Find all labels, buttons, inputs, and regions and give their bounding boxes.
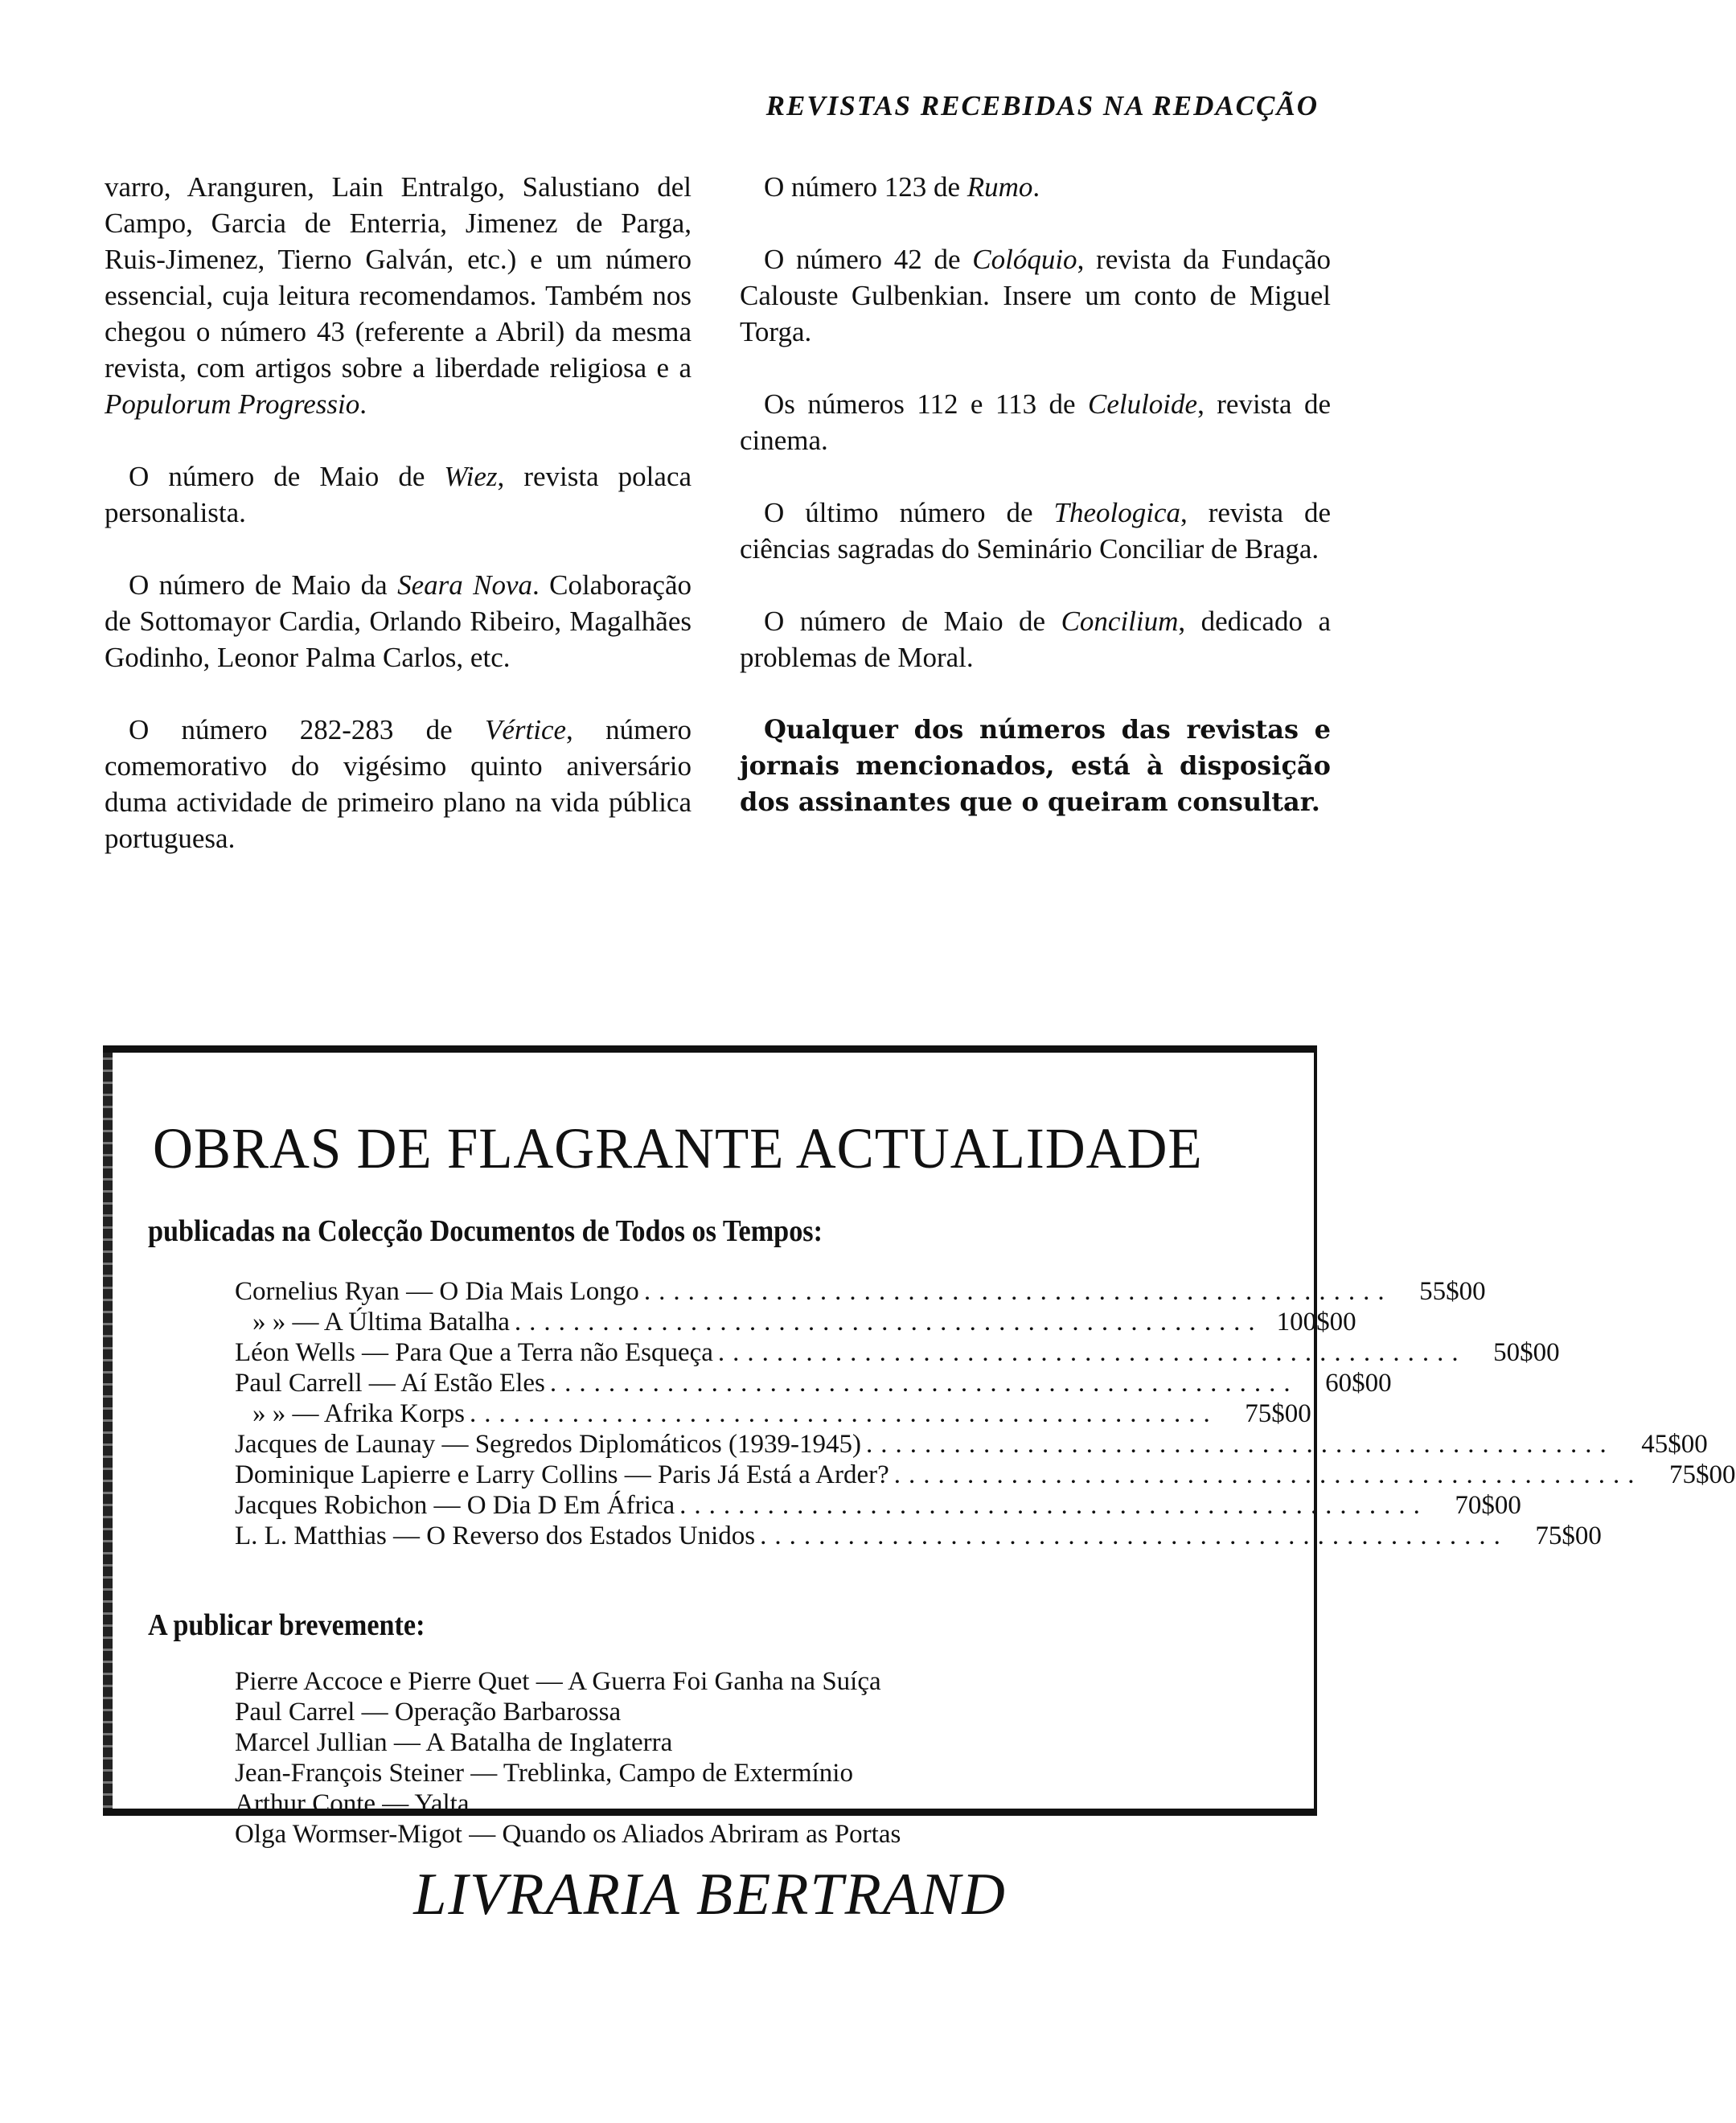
- paragraph: O número de Maio de Concilium, dedicado a problemas de Moral.: [740, 606, 1331, 673]
- book-price: 75$00: [1535, 1521, 1602, 1550]
- paragraph: O número 282-283 de Vértice, número comemorativo do vigésimo quinto aniversário duma actividade de primeiro plano na vida pública portuguesa.: [105, 714, 692, 854]
- paragraph: O número 123 de Rumo.: [764, 171, 1040, 203]
- book-title: Jacques Robichon — O Dia D Em África: [235, 1491, 675, 1520]
- book-title: Dominique Lapierre e Larry Collins — Paris Já Está a Arder?: [235, 1460, 889, 1489]
- leader-dots: ...................................................: [893, 1460, 1643, 1489]
- left-column: [105, 169, 692, 893]
- book-title: Jacques de Launay — Segredos Diplomáticos (1939-1945): [235, 1430, 861, 1459]
- book-title: Cornelius Ryan — O Dia Mais Longo: [235, 1277, 639, 1306]
- upcoming-list: [235, 1666, 901, 1850]
- availability-notice: Qualquer dos números das revistas e jornais mencionados, está à disposição dos assinantes que o queiram consultar.: [740, 714, 1331, 817]
- list-item: Jean-François Steiner — Treblinka, Campo de Extermínio: [235, 1759, 853, 1788]
- paragraph: O número de Maio da Seara Nova. Colaboração de Sottomayor Cardia, Orlando Ribeiro, Magalhães Godinho, Leonor Palma Carlos, etc.: [105, 569, 692, 673]
- leader-dots: ...................................................: [469, 1399, 1218, 1428]
- list-item: Paul Carrel — Operação Barbarossa: [235, 1698, 622, 1727]
- list-item: [235, 1460, 1736, 1490]
- paragraph: varro, Aranguren, Lain Entralgo, Salustiano del Campo, Garcia de Enterria, Jimenez de Parga, Ruis-Jimenez, Tierno Galván, etc.) e um número essencial, cuja leitura recomendamos. Também nos chegou o número 43 (referente a Abril) da mesma revista, com artigos sobre a liberdade religiosa e a Populorum Progressio.: [105, 171, 692, 420]
- book-price: 100$00: [1276, 1308, 1356, 1337]
- decorative-border: [103, 1053, 113, 1809]
- book-title: L. L. Matthias — O Reverso dos Estados Unidos: [235, 1521, 756, 1550]
- list-item: [235, 1521, 1602, 1551]
- list-item: [235, 1429, 1708, 1460]
- book-price: 75$00: [1669, 1460, 1736, 1489]
- list-item: Olga Wormser-Migot — Quando os Aliados Abriram as Portas: [235, 1820, 901, 1849]
- book-price: 45$00: [1641, 1430, 1708, 1459]
- paragraph: O número 42 de Colóquio, revista da Fundação Calouste Gulbenkian. Insere um conto de Miguel Torga.: [740, 244, 1331, 347]
- leader-dots: ...................................................: [549, 1369, 1299, 1398]
- paragraph: O último número de Theologica, revista de ciências sagradas do Seminário Conciliar de Braga.: [740, 497, 1331, 565]
- list-item: [235, 1276, 1486, 1307]
- leader-dots: ...................................................: [679, 1491, 1428, 1520]
- list-item: [235, 1490, 1521, 1521]
- book-price: 75$00: [1245, 1399, 1311, 1428]
- running-head: REVISTAS RECEBIDAS NA REDACÇÃO: [765, 90, 1319, 121]
- list-item: Arthur Conte — Yalta: [235, 1789, 470, 1818]
- book-title: Paul Carrell — Aí Estão Eles: [235, 1369, 545, 1398]
- list-item: [235, 1398, 1311, 1429]
- leader-dots: ...................................................: [643, 1277, 1393, 1306]
- right-column: [740, 169, 1331, 856]
- paragraph: Os números 112 e 113 de Celuloide, revista de cinema.: [740, 388, 1332, 456]
- list-item: Pierre Accoce e Pierre Quet — A Guerra Foi Ganha na Suíça: [235, 1667, 881, 1696]
- book-price: 70$00: [1455, 1491, 1521, 1520]
- book-price: 50$00: [1493, 1338, 1560, 1367]
- list-item: [235, 1307, 1356, 1337]
- publisher-brand: LIVRARIA BERTRAND: [413, 1862, 1007, 1928]
- book-price: 55$00: [1419, 1277, 1486, 1306]
- list-item: [235, 1337, 1560, 1368]
- ad-title: OBRAS DE FLAGRANTE ACTUALIDADE: [153, 1116, 1203, 1181]
- book-title: Léon Wells — Para Que a Terra não Esqueça: [235, 1338, 713, 1367]
- ad-subtitle: publicadas na Colecção Documentos de Todos os Tempos:: [148, 1214, 823, 1248]
- leader-dots: ...................................................: [865, 1430, 1615, 1459]
- book-title: » » — Afrika Korps: [252, 1399, 465, 1428]
- leader-dots: ...................................................: [717, 1338, 1467, 1367]
- book-price-list: [235, 1276, 1736, 1551]
- book-price: 60$00: [1325, 1369, 1392, 1398]
- list-item: [235, 1368, 1392, 1398]
- book-title: » » — A Última Batalha: [252, 1308, 510, 1337]
- paragraph: O número de Maio de Wiez, revista polaca personalista.: [105, 461, 692, 528]
- advertisement-box: [103, 1045, 1736, 1928]
- upcoming-heading: A publicar brevemente:: [148, 1608, 425, 1642]
- leader-dots: ...................................................: [514, 1308, 1263, 1337]
- list-item: Marcel Jullian — A Batalha de Inglaterra: [235, 1728, 673, 1757]
- leader-dots: ...................................................: [760, 1521, 1508, 1550]
